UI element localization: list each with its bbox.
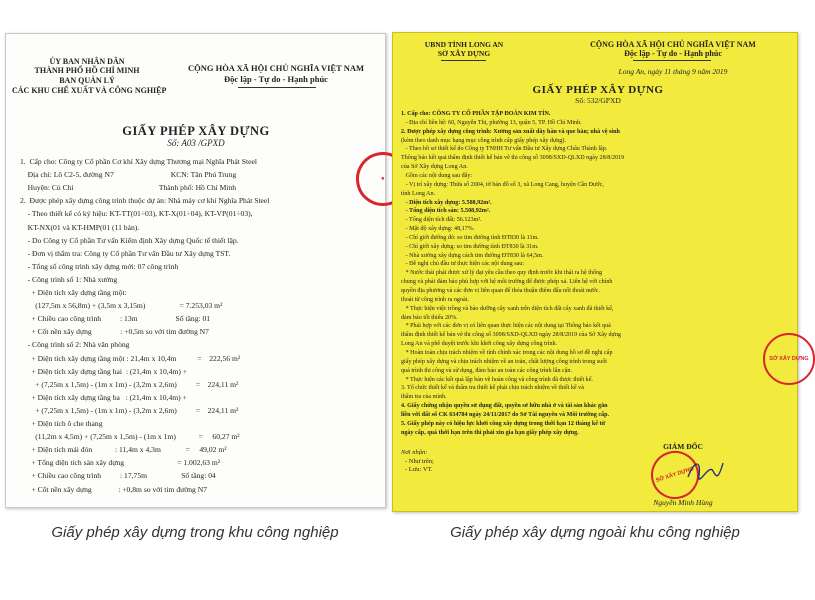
right-body-line: 5. Giấy phép này có hiệu lực khởi công xây dựng trong thời hạn 12 tháng kể từ — [401, 420, 606, 427]
motto-underline — [238, 87, 316, 88]
right-body-line: Thông báo kết quả thẩm định thiết kế bản vẽ thi công số 3098/SXD-QLXD ngày 28/8/2019 — [401, 155, 625, 162]
agency-line-2: THÀNH PHỐ HỒ CHÍ MINH — [34, 66, 140, 75]
left-body-line: - Theo thiết kế có ký hiệu: KT-TT(01÷03), KT-X(01÷04), KT-VP(01÷03), — [20, 209, 253, 219]
issue-date: Long An, ngày 11 tháng 9 năm 2019 — [618, 67, 728, 76]
agency-line-4: CÁC KHU CHẾ XUẤT VÀ CÔNG NGHIỆP — [12, 86, 167, 95]
left-body-line: + Diện tích xây dựng tầng hai : (21,4m x 10,4m) + — [20, 366, 188, 376]
signer-title: GIÁM ĐỐC — [663, 442, 703, 451]
industrial-zone-permit-document — [5, 33, 386, 508]
national-motto: Độc lập - Tự do - Hạnh phúc — [624, 49, 722, 58]
left-body-line: 2. Được phép xây dựng công trình thuộc dự án: Nhà máy cơ khí Nghĩa Phát Steel — [20, 196, 270, 206]
signer-name: Nguyễn Minh Hùng — [653, 498, 713, 507]
left-body-line: Huyện: Củ Chi Thành phố: Hồ Chí Minh — [20, 183, 237, 193]
right-body-line: giấy phép xây dựng và chịu trách nhiệm về an toàn, chất lượng công trình trong suốt — [401, 358, 607, 365]
right-body-line: - Chỉ giới đường đỏ: so tim đường tỉnh ĐT830 là 11m. — [401, 234, 539, 241]
right-body-line: chung và phải đảm bảo phù hợp với hệ môi trường để được phép xả. Liên hệ với chính — [401, 279, 613, 286]
left-body-line: + Diện tích mái đón : 11,4m x 4,3m = 49,02 m² — [20, 445, 227, 455]
right-body-line: - Vị trí xây dựng: Thửa số 2004, tờ bản đồ số 3, xã Long Cang, huyện Cần Đước, — [401, 181, 604, 188]
right-body-line: * Hoàn toàn chịu trách nhiệm về tính chính xác trong các nội dung hồ sơ đề nghị cấp — [401, 349, 613, 356]
red-seal-stamp — [763, 333, 815, 385]
motto-underline — [633, 60, 711, 61]
right-body-line: (kèm theo danh mục hạng mục công trình cấp giấy phép xây dựng). — [401, 137, 566, 144]
left-body-line: + (7,25m x 1,5m) - (1m x 1m) - (3,2m x 2,6m) = 224,11 m² — [20, 379, 239, 389]
national-title: CỘNG HÒA XÃ HỘI CHỦ NGHĨA VIỆT NAM — [590, 40, 756, 49]
permit-number: Số: A03 /GPXD — [167, 138, 225, 148]
right-caption: Giấy phép xây dựng ngoài khu công nghiệp — [450, 524, 740, 541]
left-body-line: + Diện tích xây dựng tầng một: — [20, 288, 127, 297]
right-body-line: - Mật độ xây dựng: 48,17%. — [401, 226, 475, 233]
right-body-line: của Sở Xây dựng Long An. — [401, 164, 468, 171]
left-body-line: 1. Cấp cho: Công ty Cổ phần Cơ khí Xây dựng Thương mại Nghĩa Phát Steel — [20, 157, 257, 166]
left-body-line: KT-NX(01 và KT-HMP(01 (11 bản). — [20, 222, 140, 232]
agency-line-1: ỦY BAN NHÂN DÂN — [49, 57, 125, 66]
left-body-line: + Diện tích xây dựng tầng ba : (21,4m x 10,4m) + — [20, 392, 187, 402]
right-body-line: - Chỉ giới xây dựng: so tim đường tỉnh ĐT830 là 31m. — [401, 243, 539, 250]
stamp-label: SỞ XÂY DỰNG — [769, 356, 809, 362]
right-body-line: - Theo hồ sơ thiết kế do Công ty TNHH Tư vấn Đầu tư Xây dựng Châu Thành lập. — [401, 146, 608, 153]
stamp-label: SỞ XÂY DỰNG — [655, 466, 695, 484]
left-body-line: (11,2m x 4,5m) + (7,25m x 1,5m) - (1m x 1m) = 60,27 m² — [20, 432, 240, 442]
right-body-line: ngày cấp, quá thời hạn trên thì phải xin gia hạn giấy phép xây dựng. — [401, 429, 579, 436]
right-body-line: Gồm các nội dung sau đây: — [401, 172, 473, 179]
right-body-line: * Phải hợp với các đơn vị có liên quan thực hiện các nội dung tại Thông báo kết quả — [401, 323, 611, 330]
right-body-line: Long An và phê duyệt trước khi khởi công xây dựng công trình. — [401, 341, 558, 348]
right-body-line: quá trình thi công và sử dụng, đảm bảo an toàn các công trình lân cận. — [401, 367, 572, 374]
recipient-item: - Như trên; — [405, 458, 434, 465]
right-body-line: 4. Giấy chứng nhận quyền sử dụng đất, quyền sở hữu nhà ở và tài sản khác gắn — [401, 403, 608, 410]
left-body-line: + Chiều cao công trình : 17,75m Số tầng: 04 — [20, 471, 216, 481]
left-body-line: (127,5m x 56,8m) + (3,5m x 3,15m) = 7.253,03 m² — [20, 301, 223, 311]
national-motto: Độc lập - Tự do - Hạnh phúc — [224, 74, 328, 84]
left-body-line: + Cốt nền xây dựng : +0,8m so với tim đường N7 — [20, 484, 208, 494]
outside-zone-permit-document — [392, 32, 809, 512]
right-body-line: thẩm tra của mình. — [401, 394, 447, 401]
national-title: CỘNG HÒA XÃ HỘI CHỦ NGHĨA VIỆT NAM — [187, 63, 365, 73]
right-body-line: - Nhà xưởng xây dựng cách tim đường ĐT830 là 64,5m. — [401, 252, 544, 259]
left-body-line: Địa chỉ: Lô C2-5, đường N7 KCN: Tân Phú Trung — [20, 170, 237, 180]
left-body-line: - Công trình số 2: Nhà văn phòng — [20, 340, 130, 350]
permit-title: GIẤY PHÉP XÂY DỰNG — [122, 124, 270, 138]
right-body-line: - Tổng diện tích sàn: 5.508,92m². — [401, 208, 491, 215]
recipient-item: - Lưu: VT. — [405, 466, 433, 473]
right-body-line: thẩm định thiết kế bản vẽ thi công số 3098/SXD-QLXD ngày 28/8/2019 của Sở Xây dựng — [401, 332, 621, 339]
right-body-line: tỉnh Long An. — [401, 190, 436, 197]
recipients-label: Nơi nhận: — [401, 449, 428, 456]
left-body-line: - Tổng số công trình xây dựng mới: 07 công trình — [20, 261, 179, 271]
left-body-line: - Công trình số 1: Nhà xưởng — [20, 274, 118, 284]
right-body-line: 2. Được phép xây dựng công trình: Xưởng sản xuất dây hàn và que hàn; nhà vệ sinh — [401, 128, 620, 135]
agency-line-2: SỞ XÂY DỰNG — [437, 49, 491, 58]
right-body-line: quyền địa phương và các đơn vị liên quan để thỏa thuận điểm đấu nối thoát nước. — [401, 288, 600, 294]
signature-mark — [685, 457, 725, 483]
permit-number: Số: 532/GPXD — [575, 96, 621, 105]
agency-underline — [441, 60, 486, 61]
left-body-line: + Diện tích ô che thang — [20, 419, 103, 428]
right-body-line: 1. Cấp cho: CÔNG TY CỔ PHẦN TẬP ĐOÀN KIM TÍN. — [401, 111, 551, 117]
right-body-line: - Diện tích xây dựng: 5.508,92m². — [401, 199, 492, 206]
right-body-line: liền với đất số CK 634784 ngày 24/11/2017 do Sở Tài nguyên và Môi trường cấp. — [401, 411, 610, 418]
agency-line-3: BAN QUẢN LÝ — [59, 76, 115, 85]
left-body-line: - Do Công ty Cổ phần Tư vấn Kiểm định Xây dựng Quốc tế thiết lập. — [20, 235, 239, 245]
left-body-line: + (7,25m x 1,5m) - (1m x 1m) - (3,2m x 2,6m) = 224,11 m² — [20, 405, 239, 415]
left-body-line: - Đơn vị thẩm tra: Công ty Cổ phần Tư vấn Đầu tư Xây dựng TST. — [20, 248, 231, 258]
left-body-line: + Cốt nền xây dựng : +0,5m so với tim đường N7 — [20, 327, 209, 337]
right-body-line: - Tổng diện tích đất: 56.123m². — [401, 217, 482, 224]
right-body-line: - Đề nghị chủ đầu tư thực hiện các nội dung sau: — [401, 261, 525, 268]
right-body-line: 3. Tổ chức thiết kế và thẩm tra thiết kế phải chịu trách nhiệm về thiết kế và — [401, 385, 584, 392]
agency-line-1: UBND TỈNH LONG AN — [424, 40, 504, 49]
right-body-line: đảm bảo tối thiểu 20%. — [401, 314, 458, 321]
right-body-line: - Địa chỉ liên hệ: 60, Nguyễn Thị, phường 13, quận 5, TP. Hồ Chí Minh. — [401, 119, 582, 126]
red-seal-stamp: ● — [351, 147, 415, 211]
permit-title: GIẤY PHÉP XÂY DỰNG — [532, 84, 664, 96]
left-caption: Giấy phép xây dựng trong khu công nghiệp — [51, 524, 339, 541]
right-body-line: thoát từ công trình ra ngoài. — [401, 296, 469, 303]
left-body-line: + Diện tích xây dựng tầng một : 21,4m x 10,4m = 222,56 m² — [20, 353, 241, 363]
left-body-line: + Chiều cao công trình : 13m Số tầng: 01 — [20, 314, 211, 324]
left-body-line: + Tổng diện tích sàn xây dựng = 1.002,63 m² — [20, 458, 221, 468]
right-body-line: * Nước thải phải được xử lý đạt yêu cầu theo quy định trước khi thải ra hệ thống — [401, 270, 603, 277]
right-body-line: * Thực hiện các kết quả lập bản vẽ hoàn công và công trình đã được thiết kế. — [401, 376, 593, 383]
right-body-line: * Thực hiện việc trồng và bảo dưỡng cây xanh trên diện tích đất cây xanh đã thiết kế, — [401, 305, 614, 312]
